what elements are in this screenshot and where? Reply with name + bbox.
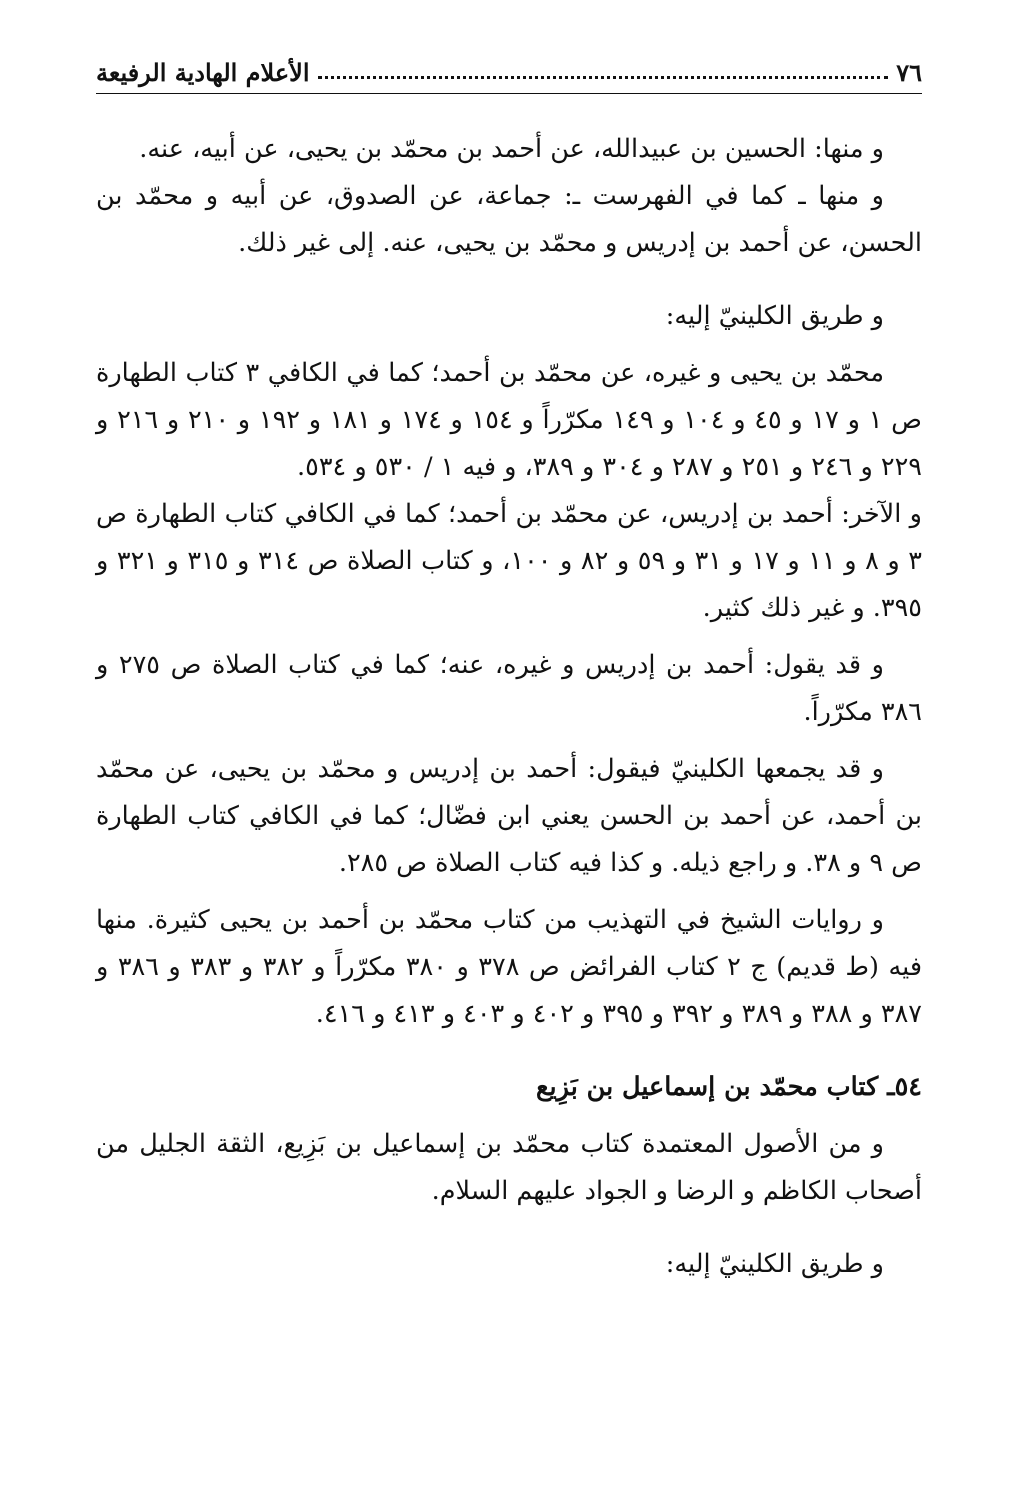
header-dot-leader xyxy=(318,76,889,79)
paragraph: و طريق الكلينيّ إليه: xyxy=(665,1249,884,1279)
page-number: ٧٦ xyxy=(896,58,922,87)
paragraph: و قد يجمعها الكلينيّ فيقول: أحمد بن إدريس و محمّد بن يحيى، عن محمّد بن أحمد، عن أحمد بن الحسن يعني ابن فضّال؛ كما في الكافي كتاب الطهارة ص ٩ و ٣٨. و راجع ذيله. و كذا فيه كتاب الصلاة ص ٢٨٥. xyxy=(96,754,922,878)
paragraph: و روايات الشيخ في التهذيب من كتاب محمّد بن أحمد بن يحيى كثيرة. منها فيه (ط قديم) ج ٢ كتاب الفرائض ص ٣٧٨ و ٣٨٠ مكرّراً و ٣٨٢ و ٣٨٣ و ٣٨٦ و ٣٨٧ و ٣٨٨ و ٣٨٩ و ٣٩٢ و ٣٩٥ و ٤٠٢ و ٤٠٣ و ٤١٣ و ٤١٦. xyxy=(96,905,923,1029)
paragraph: و منها ـ كما في الفهرست ـ: جماعة، عن الصدوق، عن أبيه و محمّد بن الحسن، عن أحمد بن إدريس و محمّد بن يحيى، عنه. إلى غير ذلك. xyxy=(96,181,922,258)
page-body xyxy=(96,126,922,1288)
paragraph: و قد يقول: أحمد بن إدريس و غيره، عنه؛ كما في كتاب الصلاة ص ٢٧٥ و ٣٨٦ مكرّراً. xyxy=(96,650,922,727)
paragraph: و منها: الحسين بن عبيدالله، عن أحمد بن محمّد بن يحيى، عن أبيه، عنه. xyxy=(139,134,884,164)
running-header xyxy=(96,46,922,94)
paragraph: و طريق الكلينيّ إليه: xyxy=(665,301,884,331)
paragraph: محمّد بن يحيى و غيره، عن محمّد بن أحمد؛ كما في الكافي ٣ كتاب الطهارة ص ١ و ١٧ و ٤٥ و ١٠٤ و ١٤٩ مكرّراً و ١٥٤ و ١٧٤ و ١٨١ و ١٩٢ و ٢١٠ و ٢١٦ و ٢٢٩ و ٢٤٦ و ٢٥١ و ٢٨٧ و ٣٠٤ و ٣٨٩، و فيه ١ / ٥٣٠ و ٥٣٤. xyxy=(96,358,922,482)
section-heading: ٥٤ـ كتاب محمّد بن إسماعيل بن بَزِيع xyxy=(535,1072,922,1102)
paragraph: و الآخر: أحمد بن إدريس، عن محمّد بن أحمد؛ كما في الكافي كتاب الطهارة ص ٣ و ٨ و ١١ و ١٧ و ٣١ و ٥٩ و ٨٢ و ١٠٠، و كتاب الصلاة ص ٣١٤ و ٣١٥ و ٣٢١ و ٣٩٥. و غير ذلك كثير. xyxy=(96,499,922,623)
running-title: الأعلام الهادية الرفيعة xyxy=(96,58,310,87)
paragraph: و من الأصول المعتمدة كتاب محمّد بن إسماعيل بن بَزِيع، الثقة الجليل من أصحاب الكاظم و الرضا و الجواد عليهم السلام. xyxy=(96,1129,922,1206)
